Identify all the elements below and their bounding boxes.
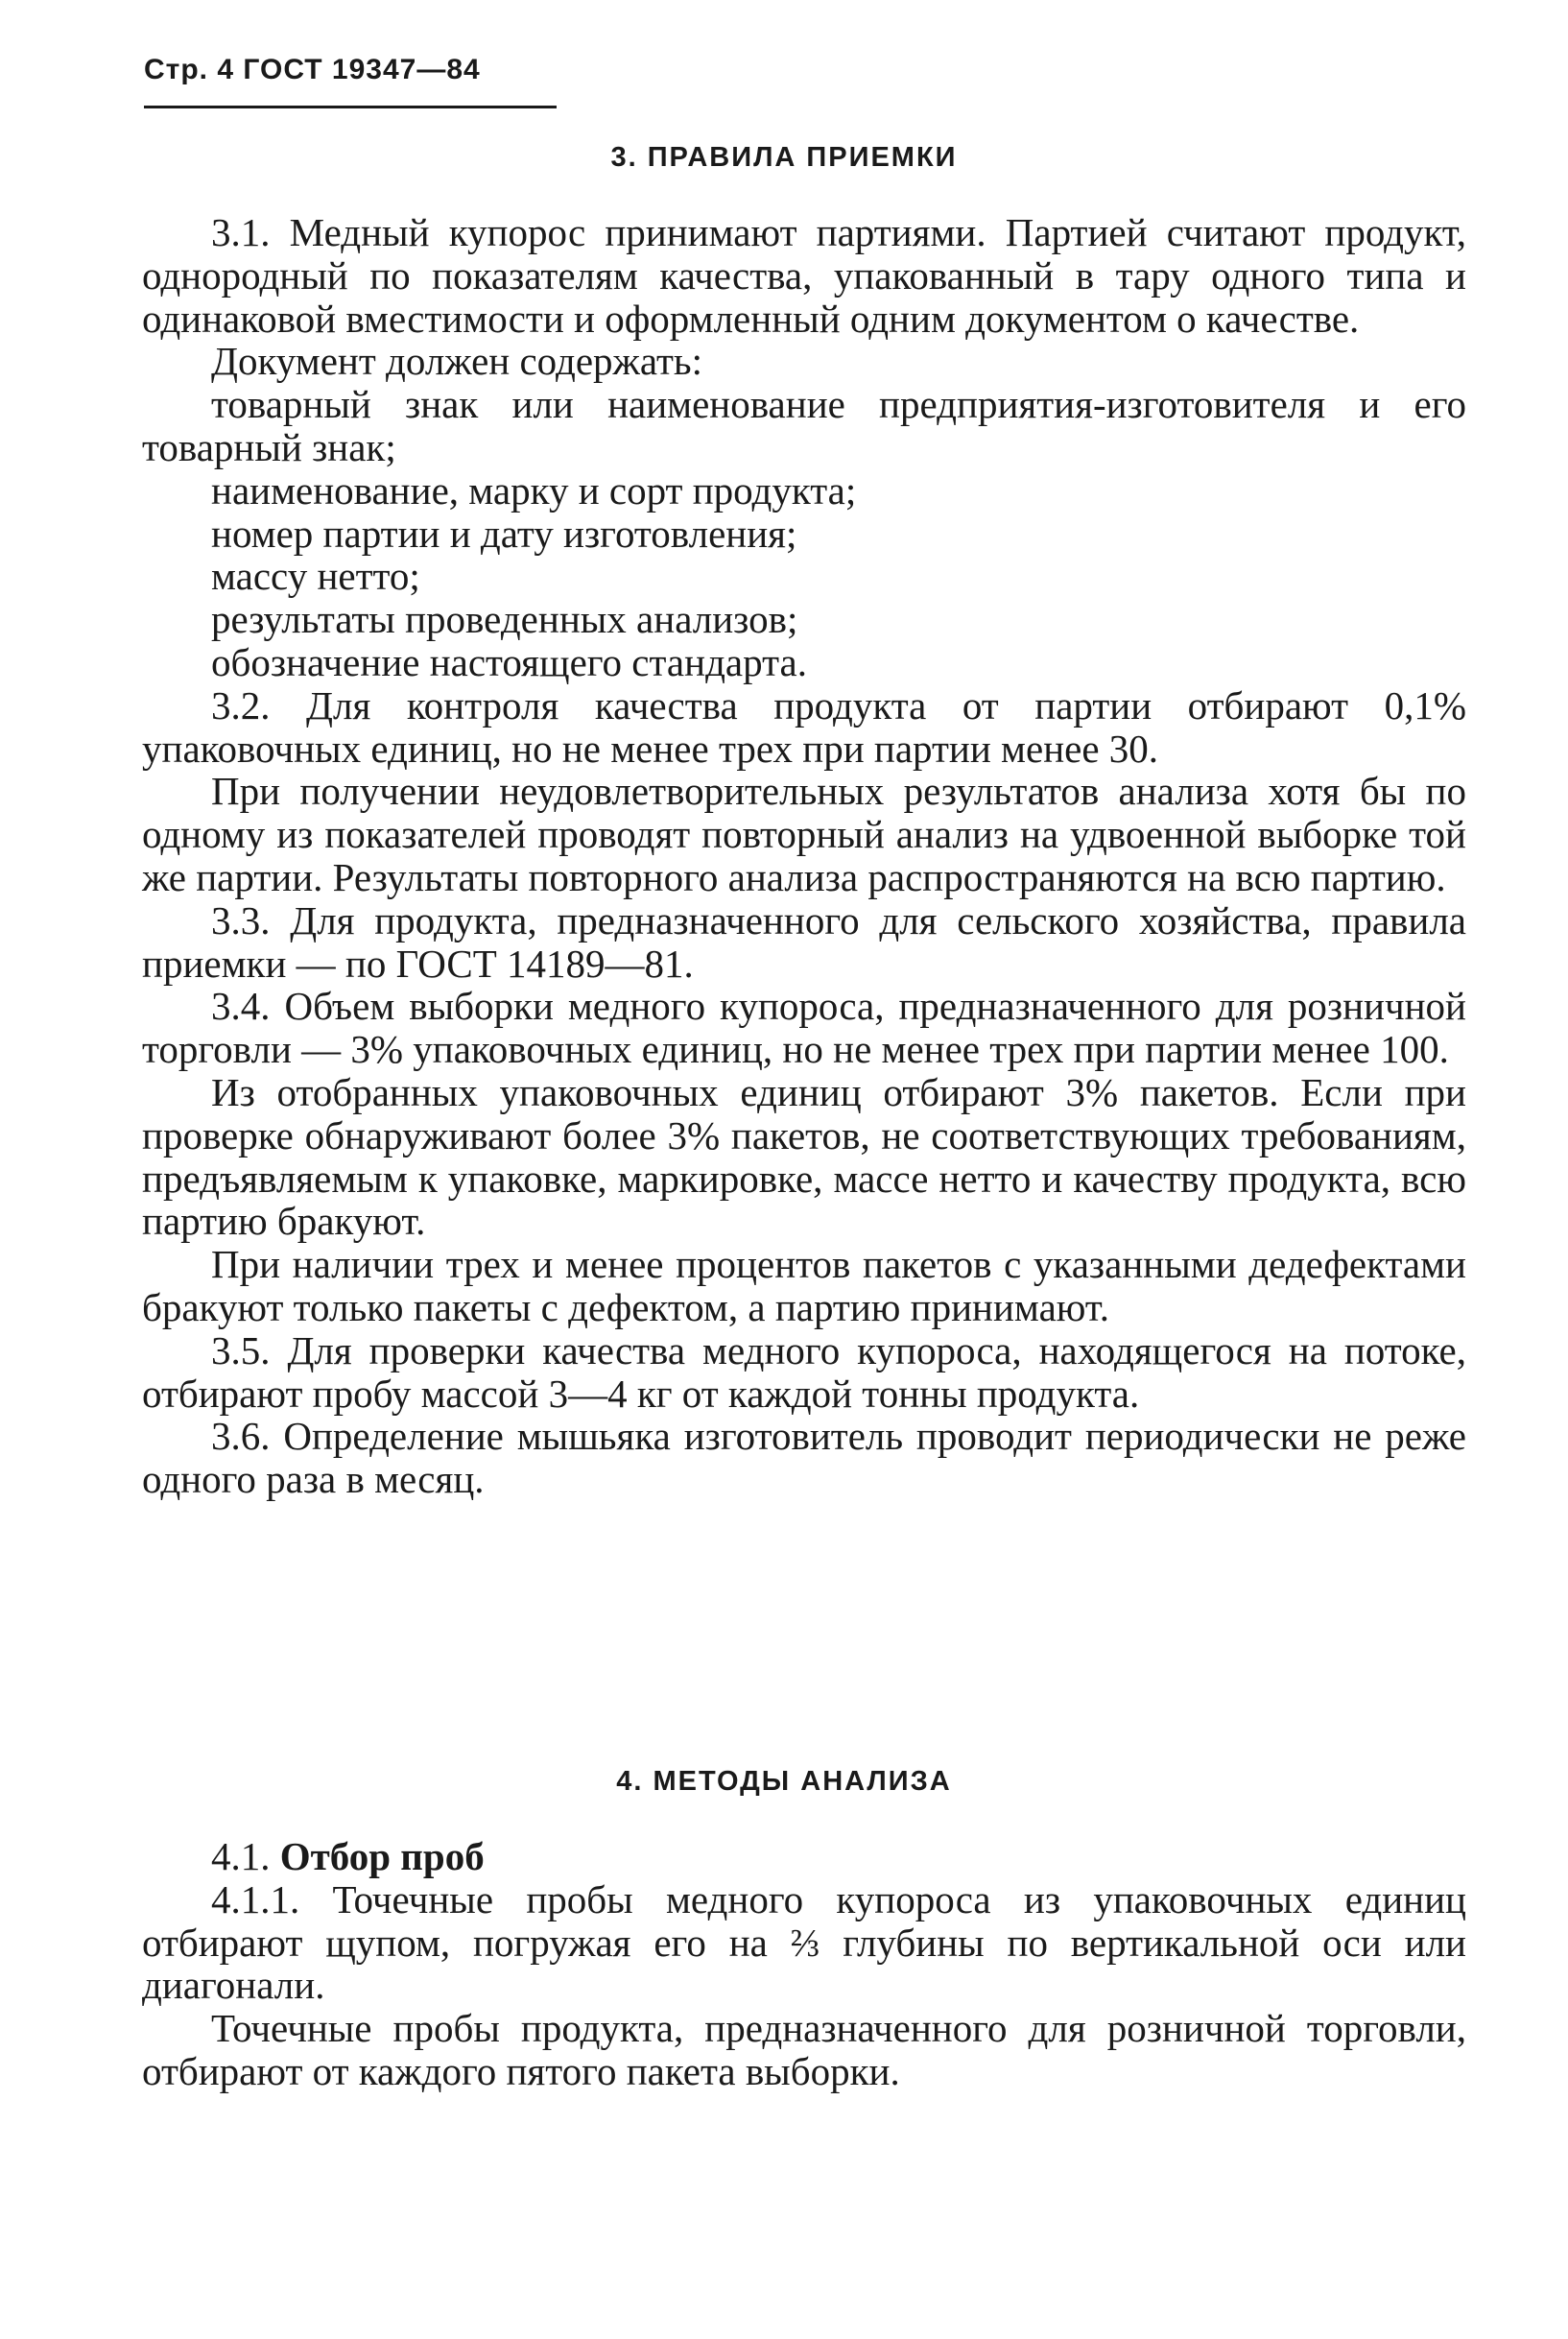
paragraph-3-2: 3.2. Для контроля качества продукта от партии отбирают 0,1% упаковочных единиц, но не менее трех при партии менее 30. xyxy=(142,682,1466,771)
paragraph-packet-selection: Из отобранных упаковочных единиц отбирают 3% пакетов. Если при проверке обнаруживают более 3% пакетов, не соответствующих требованиям, предъявляемым к упаковке, маркировке, массе нетто и качеству продукта, всю партию бракуют. xyxy=(142,1069,1466,1244)
subsection-4-1 xyxy=(142,1835,1466,1878)
header-rule xyxy=(144,106,557,108)
paragraph-3-5: 3.5. Для проверки качества медного купороса, находящегося на потоке, отбирают пробу массой 3—4 кг от каждой тонны продукта. xyxy=(142,1327,1466,1416)
list-item-standard-designation: обозначение настоящего стандарта. xyxy=(211,639,807,684)
subsection-number: 4.1. xyxy=(211,1834,271,1878)
section-3-heading: 3. ПРАВИЛА ПРИЕМКИ xyxy=(610,142,958,173)
section-3-body xyxy=(142,211,1466,1501)
list-item-analysis-results: результаты проведенных анализов; xyxy=(211,597,798,642)
paragraph-3-1: 3.1. Медный купорос принимают партиями. Партией считают продукт, однородный по показателям качества, упакованный в тару одного типа и одинаковой вместимости и оформленный одним документом о качестве. xyxy=(142,210,1466,341)
paragraph-3-3: 3.3. Для продукта, предназначенного для сельского хозяйства, правила приемки — по ГОСТ 14189—81. xyxy=(142,897,1466,986)
paragraph-retail-samples: Точечные пробы продукта, предназначенного для розничной торговли, отбирают от каждого пятого пакета выборки. xyxy=(142,2006,1466,2093)
paragraph-3-4: 3.4. Объем выборки медного купороса, предназначенного для розничной торговли — 3% упаковочных единиц, но не менее трех при партии менее 100. xyxy=(142,984,1466,1072)
list-item-product-name: наименование, марку и сорт продукта; xyxy=(211,467,857,513)
paragraph-repeat-analysis: При получении неудовлетворительных результатов анализа хотя бы по одному из показателей проводят повторный анализ на удвоенной выборке той же партии. Результаты повторного анализа распространяются на всю партию. xyxy=(142,769,1466,899)
paragraph-document-intro: Документ должен содержать: xyxy=(211,339,703,384)
list-item-batch-number: номер партии и дату изготовления; xyxy=(211,511,797,556)
list-item-trademark: товарный знак или наименование предприятия-изготовителя и его товарный знак; xyxy=(142,382,1466,469)
page-header: Стр. 4 ГОСТ 19347—84 xyxy=(144,54,481,85)
paragraph-defects: При наличии трех и менее процентов пакетов с указанными дедефектами бракуют только пакеты с дефектом, а партию принимают. xyxy=(142,1242,1466,1329)
subsection-title: Отбор проб xyxy=(279,1834,485,1878)
paragraph-3-6: 3.6. Определение мышьяка изготовитель проводит периодически не реже одного раза в месяц. xyxy=(142,1414,1466,1502)
section-4-body xyxy=(142,1835,1466,2093)
paragraph-4-1-1: 4.1.1. Точечные пробы медного купороса из упаковочных единиц отбирают щупом, погружая его на ⅔ глубины по вертикальной оси или диагонали. xyxy=(142,1876,1466,2008)
list-item-net-mass: массу нетто; xyxy=(211,554,420,599)
section-4-heading: 4. МЕТОДЫ АНАЛИЗА xyxy=(616,1766,952,1797)
